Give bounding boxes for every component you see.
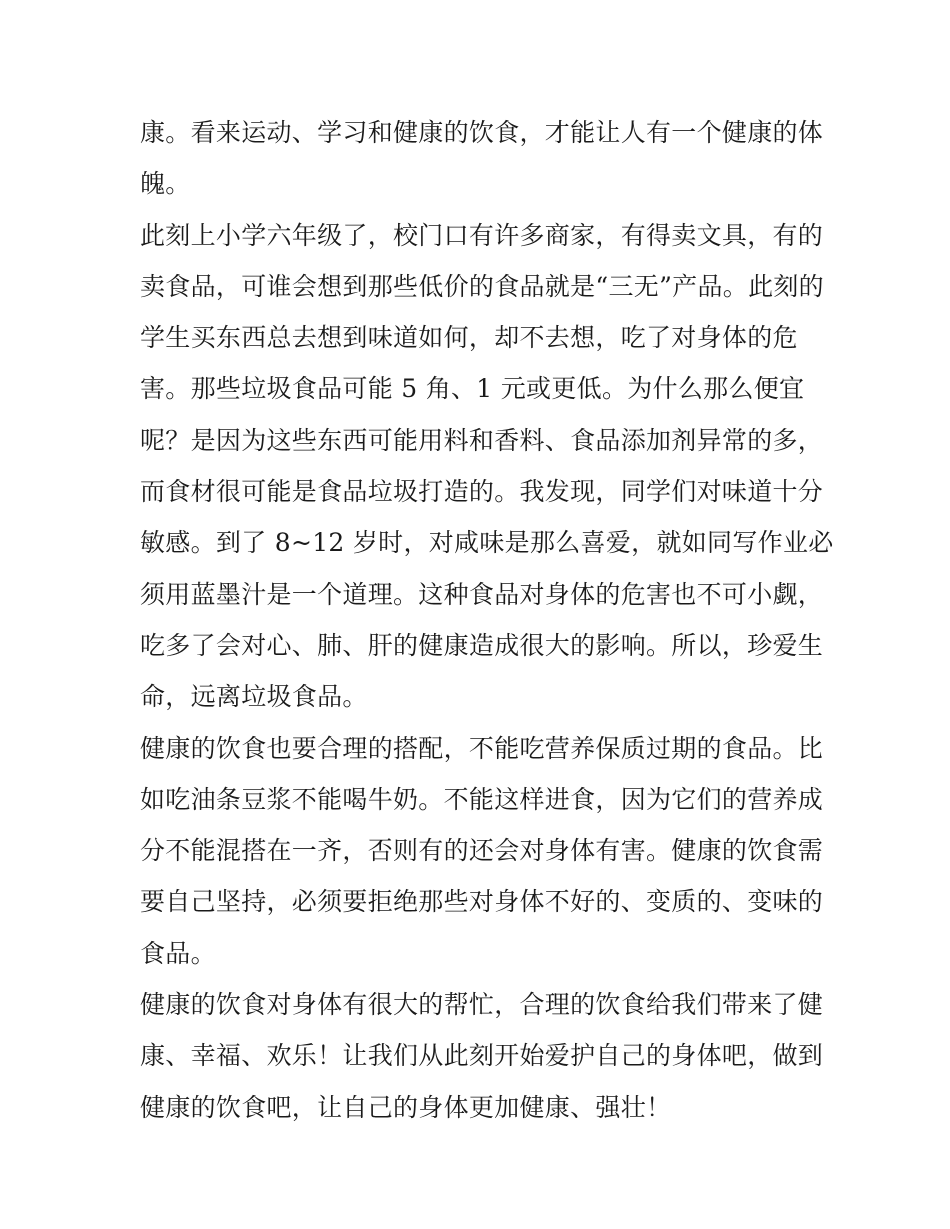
text-line: 分不能混搭在一齐，否则有的还会对身体有害。健康的饮食需	[140, 836, 824, 866]
text-line: 食品。	[140, 938, 216, 968]
text-line: 要自己坚持，必须要拒绝那些对身体不好的、变质的、变味的	[140, 887, 824, 917]
text-line: 健康的饮食也要合理的搭配，不能吃营养保质过期的食品。比	[140, 733, 824, 763]
essay-text	[140, 107, 834, 1133]
text-line: 须用蓝墨汁是一个道理。这种食品对身体的危害也不可小觑，	[140, 579, 824, 609]
text-line: 而食材很可能是食品垃圾打造的。我发现，同学们对味道十分	[140, 477, 824, 507]
text-line: 学生买东西总去想到味道如何，却不去想，吃了对身体的危	[140, 323, 798, 353]
text-line: 卖食品，可谁会想到那些低价的食品就是“三无”产品。此刻的	[140, 271, 824, 301]
text-line: 吃多了会对心、肺、肝的健康造成很大的影响。所以，珍爱生	[140, 630, 824, 660]
text-line: 健康的饮食吧，让自己的身体更加健康、强壮！	[140, 1092, 672, 1122]
text-line: 敏感。到了 8~12 岁时，对咸味是那么喜爱，就如同写作业必	[140, 528, 834, 558]
text-line: 命，远离垃圾食品。	[140, 682, 368, 712]
text-line: 健康的饮食对身体有很大的帮忙，合理的饮食给我们带来了健	[140, 990, 824, 1020]
text-line: 康。看来运动、学习和健康的饮食，才能让人有一个健康的体	[140, 118, 824, 147]
text-line: 呢？是因为这些东西可能用料和香料、食品添加剂异常的多，	[140, 425, 824, 455]
text-line: 康、幸福、欢乐！让我们从此刻开始爱护自己的身体吧，做到	[140, 1041, 824, 1071]
text-line: 魄。	[140, 169, 191, 199]
text-line: 害。那些垃圾食品可能 5 角、1 元或更低。为什么那么便宜	[140, 374, 805, 404]
text-line: 如吃油条豆浆不能喝牛奶。不能这样进食，因为它们的营养成	[140, 784, 824, 814]
text-line: 此刻上小学六年级了，校门口有许多商家，有得卖文具，有的	[140, 220, 824, 250]
